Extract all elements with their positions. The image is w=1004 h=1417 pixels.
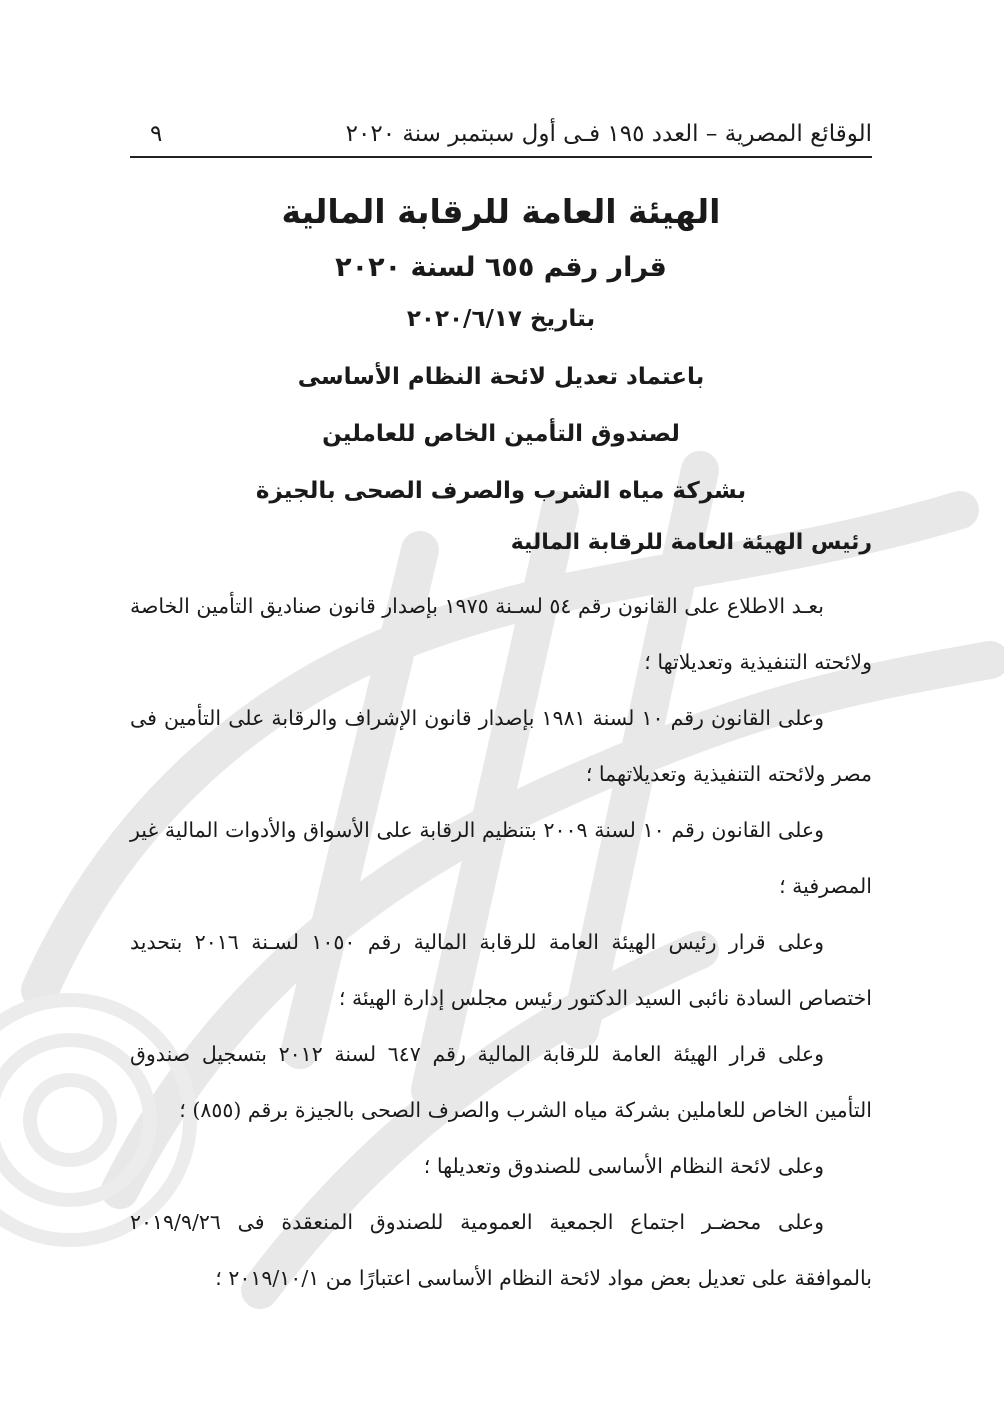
preamble-body (130, 578, 872, 1306)
preamble-paragraph: وعلى قرار رئيس الهيئة العامة للرقابة المالية رقم ١٠٥٠ لسـنة ٢٠١٦ بتحديد اختصاص السادة نائبى السيد الدكتور رئيس مجلس إدارة الهيئة ؛ (130, 930, 872, 1010)
decree-subject-line-2: لصندوق التأمين الخاص للعاملين (322, 421, 680, 447)
decree-date: بتاريخ ٢٠٢٠/٦/١٧ (406, 306, 596, 332)
preamble-paragraph: وعلى القانون رقم ١٠ لسنة ١٩٨١ بإصدار قانون الإشراف والرقابة على التأمين فى مصر ولائحته التنفيذية وتعديلاتهما ؛ (130, 706, 872, 786)
decree-subject-line-1: باعتماد تعديل لائحة النظام الأساسى (297, 364, 705, 390)
page-header (130, 112, 872, 158)
preamble-heading: رئيس الهيئة العامة للرقابة المالية (510, 530, 872, 555)
preamble-paragraph: وعلى لائحة النظام الأساسى للصندوق وتعديلها ؛ (423, 1154, 824, 1178)
running-title: الوقائع المصرية – العدد ١٩٥ فـى أول سبتمبر سنة ٢٠٢٠ (345, 121, 872, 147)
page-number: ٩ (150, 121, 163, 147)
preamble-paragraph: وعلى محضـر اجتماع الجمعية العمومية للصندوق المنعقدة فى ٢٠١٩/٩/٢٦ بالموافقة على تعديل بعض مواد لائحة النظام الأساسى اعتبارًا من ٢٠١٩/١٠/١ ؛ (130, 1210, 872, 1290)
preamble-paragraph: وعلى القانون رقم ١٠ لسنة ٢٠٠٩ بتنظيم الرقابة على الأسواق والأدوات المالية غير المصرفية ؛ (130, 818, 872, 898)
authority-title: الهيئة العامة للرقابة المالية (281, 192, 721, 231)
decree-title: قرار رقم ٦٥٥ لسنة ٢٠٢٠ (335, 252, 667, 283)
decree-subject-line-3: بشركة مياه الشرب والصرف الصحى بالجيزة (255, 478, 747, 504)
preamble-paragraph: وعلى قرار الهيئة العامة للرقابة المالية رقم ٦٤٧ لسنة ٢٠١٢ بتسجيل صندوق التأمين الخاص للعاملين بشركة مياه الشرب والصرف الصحى بالجيزة برقم (٨٥٥) ؛ (130, 1042, 872, 1122)
preamble-paragraph: بعـد الاطلاع على القانون رقم ٥٤ لسـنة ١٩٧٥ بإصدار قانون صناديق التأمين الخاصة ولائحته التنفيذية وتعديلاتها ؛ (130, 594, 872, 674)
